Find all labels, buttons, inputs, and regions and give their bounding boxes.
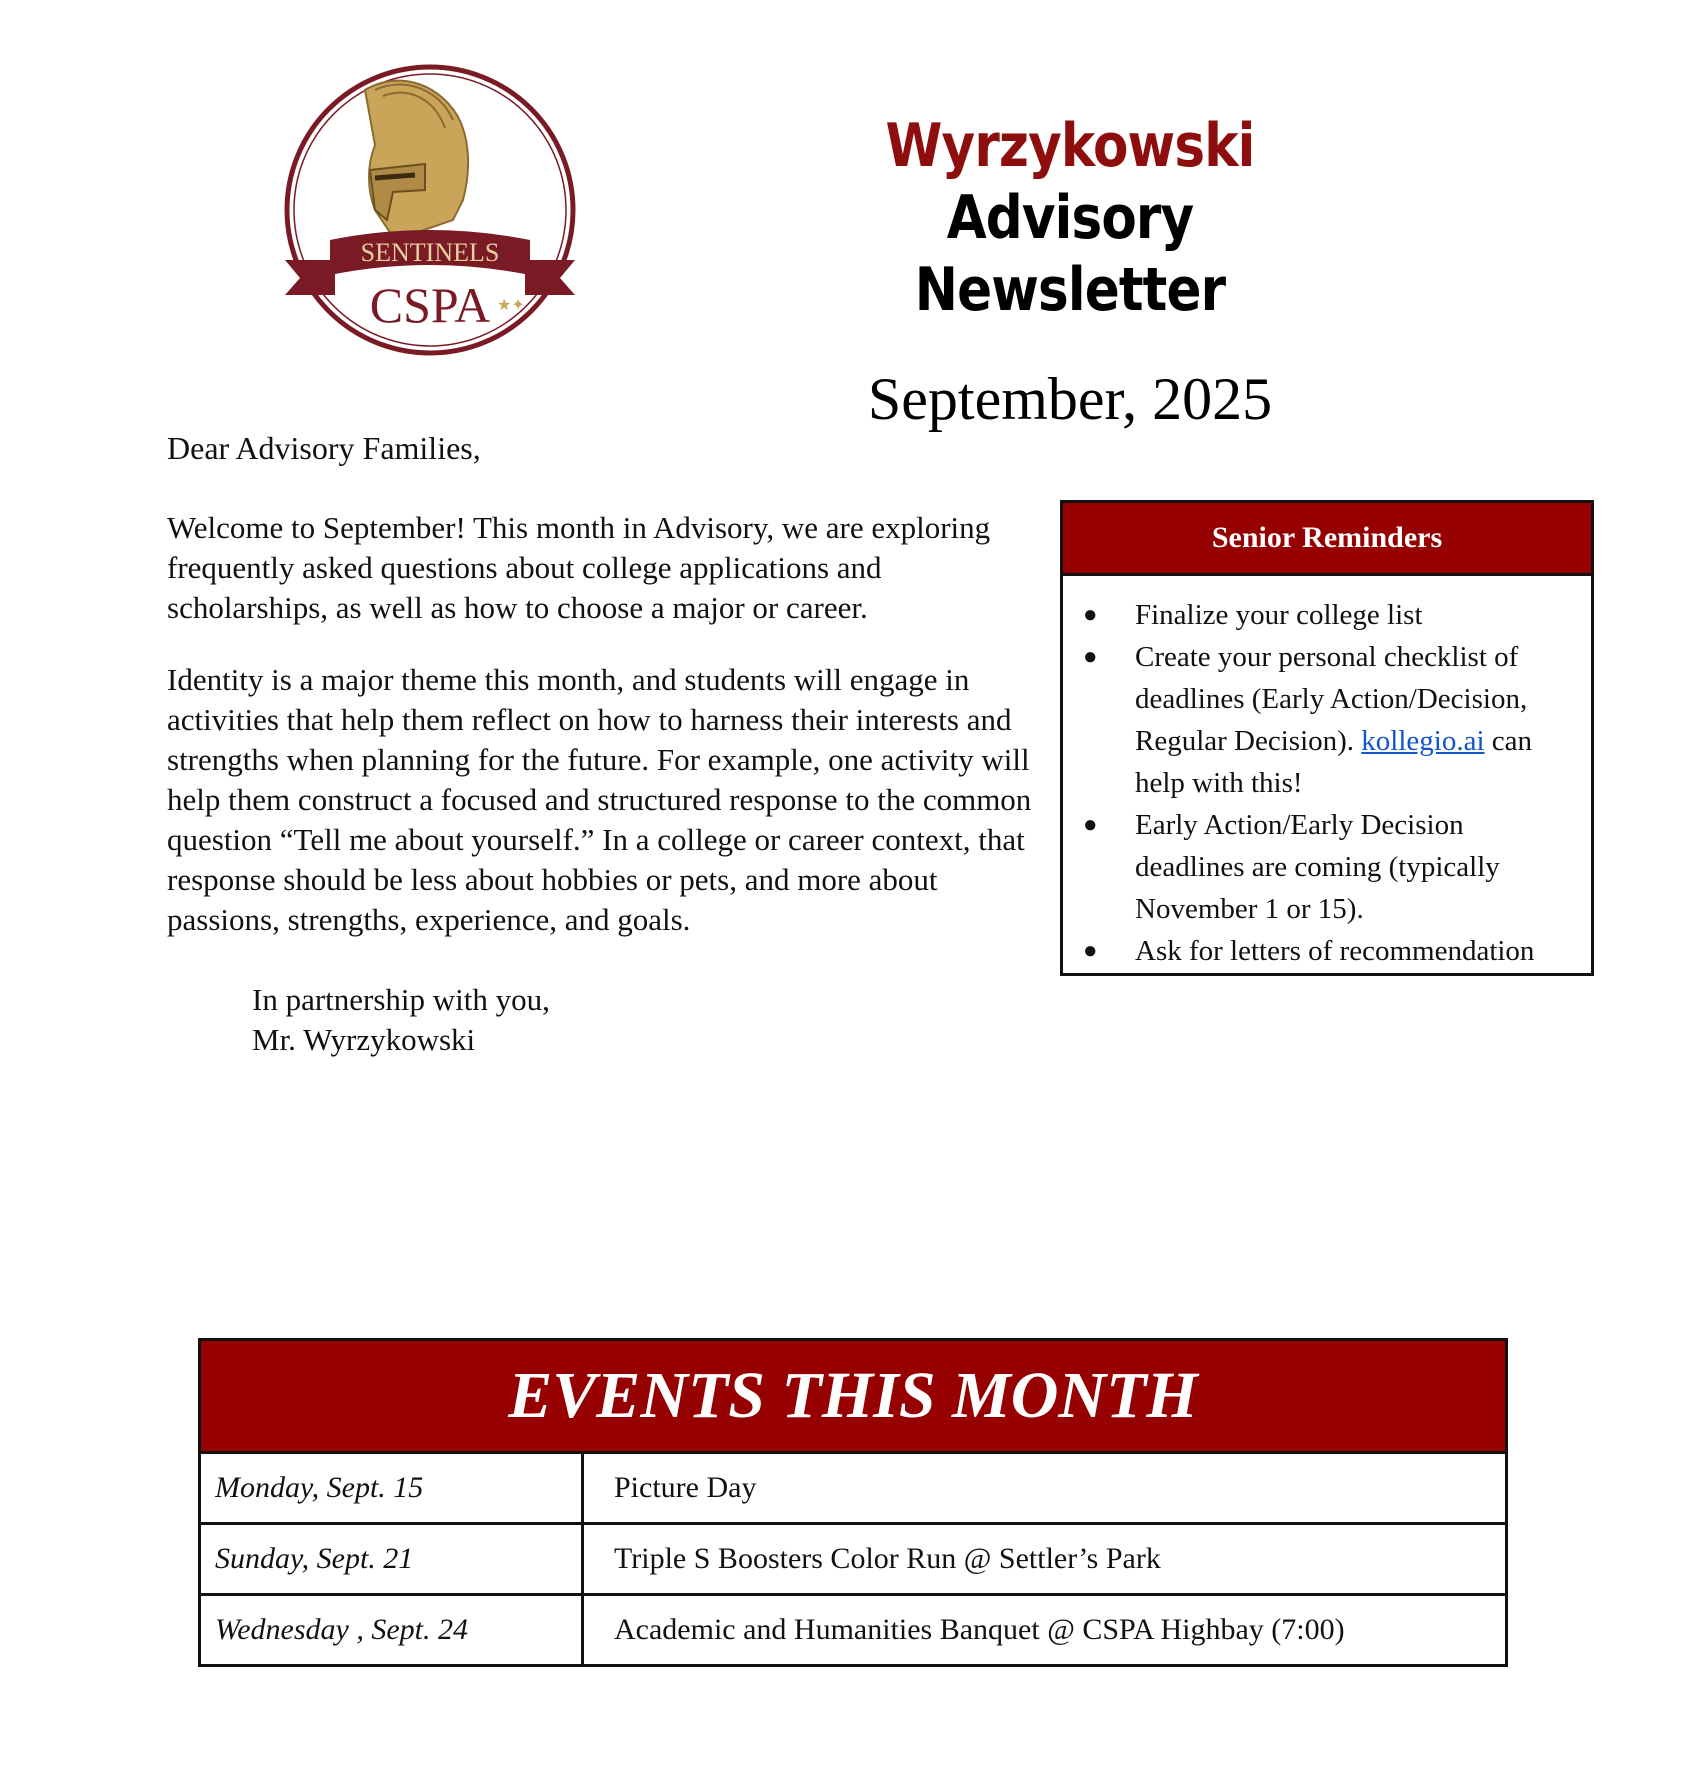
signature: Mr. Wyrzykowski (252, 1022, 476, 1057)
bullet-icon: ● (1083, 644, 1098, 670)
events-title: EVENTS THIS MONTH (200, 1340, 1507, 1453)
sentinels-cspa-logo (275, 60, 585, 360)
event-name: Academic and Humanities Banquet @ CSPA Highbay (7:00) (583, 1595, 1507, 1666)
events-header-row (200, 1340, 1507, 1453)
table-row (200, 1453, 1507, 1524)
newsletter-title: Advisory Newsletter (914, 183, 1226, 325)
reminder-text: Finalize your college list (1135, 599, 1423, 631)
table-row (200, 1524, 1507, 1595)
reminders-list (1063, 576, 1591, 972)
bullet-icon: ● (1083, 602, 1098, 628)
newsletter-date: September, 2025 (867, 366, 1273, 432)
reminder-item (1083, 804, 1571, 930)
bullet-icon: ● (1083, 938, 1098, 964)
event-name: Picture Day (583, 1453, 1507, 1524)
event-date: Wednesday , Sept. 24 (200, 1595, 583, 1666)
senior-reminders-title: Senior Reminders (1063, 503, 1591, 576)
reminder-item (1083, 636, 1571, 804)
newsletter-title-block (760, 110, 1380, 434)
reminder-text: Create your personal checklist of deadlines (Early Action/Decision, Regular Decision). (1135, 641, 1528, 757)
kollegio-link[interactable]: kollegio.ai (1361, 725, 1485, 757)
svg-text:★✦: ★✦ (497, 295, 525, 314)
event-date: Sunday, Sept. 21 (200, 1524, 583, 1595)
table-row (200, 1595, 1507, 1666)
reminder-text: Early Action/Early Decision deadlines are coming (typically November 1 or 15). (1135, 809, 1500, 925)
reminder-item (1083, 594, 1571, 636)
events-table (198, 1338, 1508, 1667)
logo-banner-text: SENTINELS (360, 238, 500, 267)
closing-line: In partnership with you, (252, 982, 550, 1017)
reminder-text: Ask for letters of recommendation (1135, 935, 1535, 967)
advisor-name: Wyrzykowski (885, 111, 1255, 181)
bullet-icon: ● (1083, 812, 1098, 838)
event-name: Triple S Boosters Color Run @ Settler’s Park (583, 1524, 1507, 1595)
letter-closing (252, 980, 550, 1060)
letter-paragraph-1: Welcome to September! This month in Advisory, we are exploring frequently asked questions about college applications and scholarships, as well as how to choose a major or career. (167, 510, 991, 625)
senior-reminders-box (1060, 500, 1594, 976)
reminder-item (1083, 930, 1571, 972)
letter-paragraph-2: Identity is a major theme this month, and students will engage in activities that help them reflect on how to harness their interests and strengths when planning for the future. For example, one activity will help them construct a focused and structured response to the common question “Tell me about yourself.” In a college or career context, that response should be less about hobbies or pets, and more about passions, strengths, experience, and goals. (167, 662, 1032, 937)
helmet-icon (365, 81, 468, 240)
letter-greeting: Dear Advisory Families, (167, 430, 481, 466)
logo-initials: CSPA (369, 277, 491, 333)
reminder-text: can help with this! (1135, 725, 1533, 799)
event-date: Monday, Sept. 15 (200, 1453, 583, 1524)
